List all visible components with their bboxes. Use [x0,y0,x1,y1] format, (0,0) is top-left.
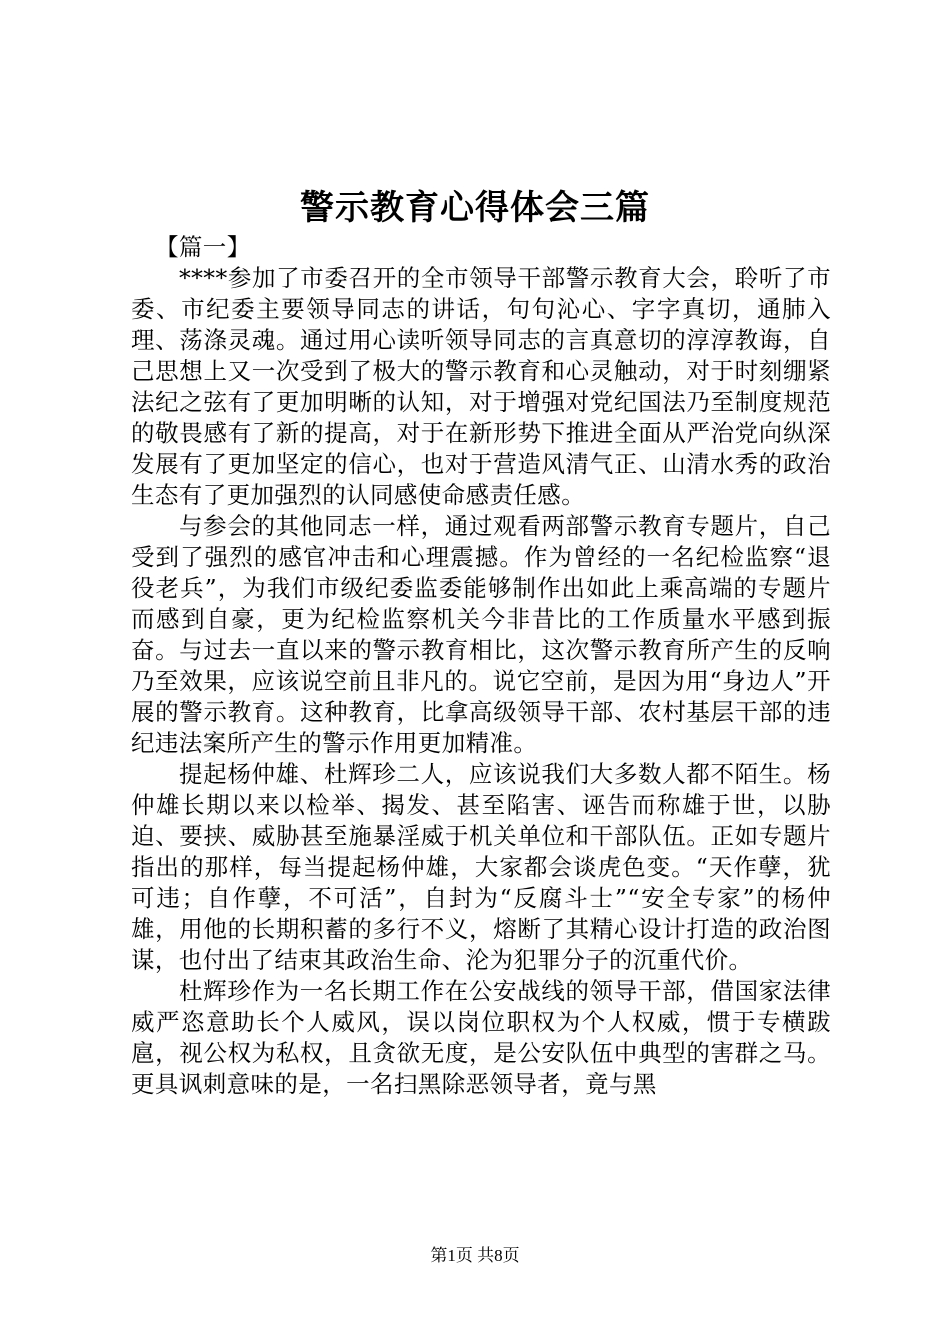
section-label: 【篇一】 [155,233,251,261]
paragraph: 提起杨仲雄、杜辉珍二人，应该说我们大多数人都不陌生。杨仲雄长期以来以检举、揭发、甚至陷害、诬告而称雄于世，以胁迫、要挟、威胁甚至施暴淫威于机关单位和干部队伍。正如专题片指出的那样，每当提起杨仲雄，大家都会谈虎色变。“天作孽，犹可违；自作孽，不可活”，自封为“反腐斗士”“安全专家”的杨仲雄，用他的长期积蓄的多行不义，熔断了其精心设计打造的政治图谋，也付出了结束其政治生命、沦为犯罪分子的沉重代价。 [131,760,831,974]
document-body [131,232,831,1100]
paragraph: 杜辉珍作为一名长期工作在公安战线的领导干部，借国家法律威严恣意助长个人威风，误以岗位职权为个人权威，惯于专横跋扈，视公权为私权，且贪欲无度，是公安队伍中典型的害群之马。更具讽刺意味的是，一名扫黑除恶领导者，竟与黑 [131,977,831,1098]
paragraph: 与参会的其他同志一样，通过观看两部警示教育专题片，自己受到了强烈的感官冲击和心理震撼。作为曾经的一名纪检监察“退役老兵”，为我们市级纪委监委能够制作出如此上乘高端的专题片而感到自豪，更为纪检监察机关今非昔比的工作质量水平感到振奋。与过去一直以来的警示教育相比，这次警示教育所产生的反响乃至效果，应该说空前且非凡的。说它空前，是因为用“身边人”开展的警示教育。这种教育，比拿高级领导干部、农村基层干部的违纪违法案所产生的警示作用更加精准。 [131,512,831,757]
paragraph: ****参加了市委召开的全市领导干部警示教育大会，聆听了市委、市纪委主要领导同志的讲话，句句沁心、字字真切，通肺入理、荡涤灵魂。通过用心读听领导同志的言真意切的淳淳教诲，自己思想上又一次受到了极大的警示教育和心灵触动，对于时刻绷紧法纪之弦有了更加明晰的认知，对于增强对党纪国法乃至制度规范的敬畏感有了新的提高，对于在新形势下推进全面从严治党向纵深发展有了更加坚定的信心，也对于营造风清气正、山清水秀的政治生态有了更加强烈的认同感使命感责任感。 [131,264,831,509]
document-title: 警示教育心得体会三篇 [300,188,650,228]
page-footer: 第1页 共8页 [430,1246,520,1265]
